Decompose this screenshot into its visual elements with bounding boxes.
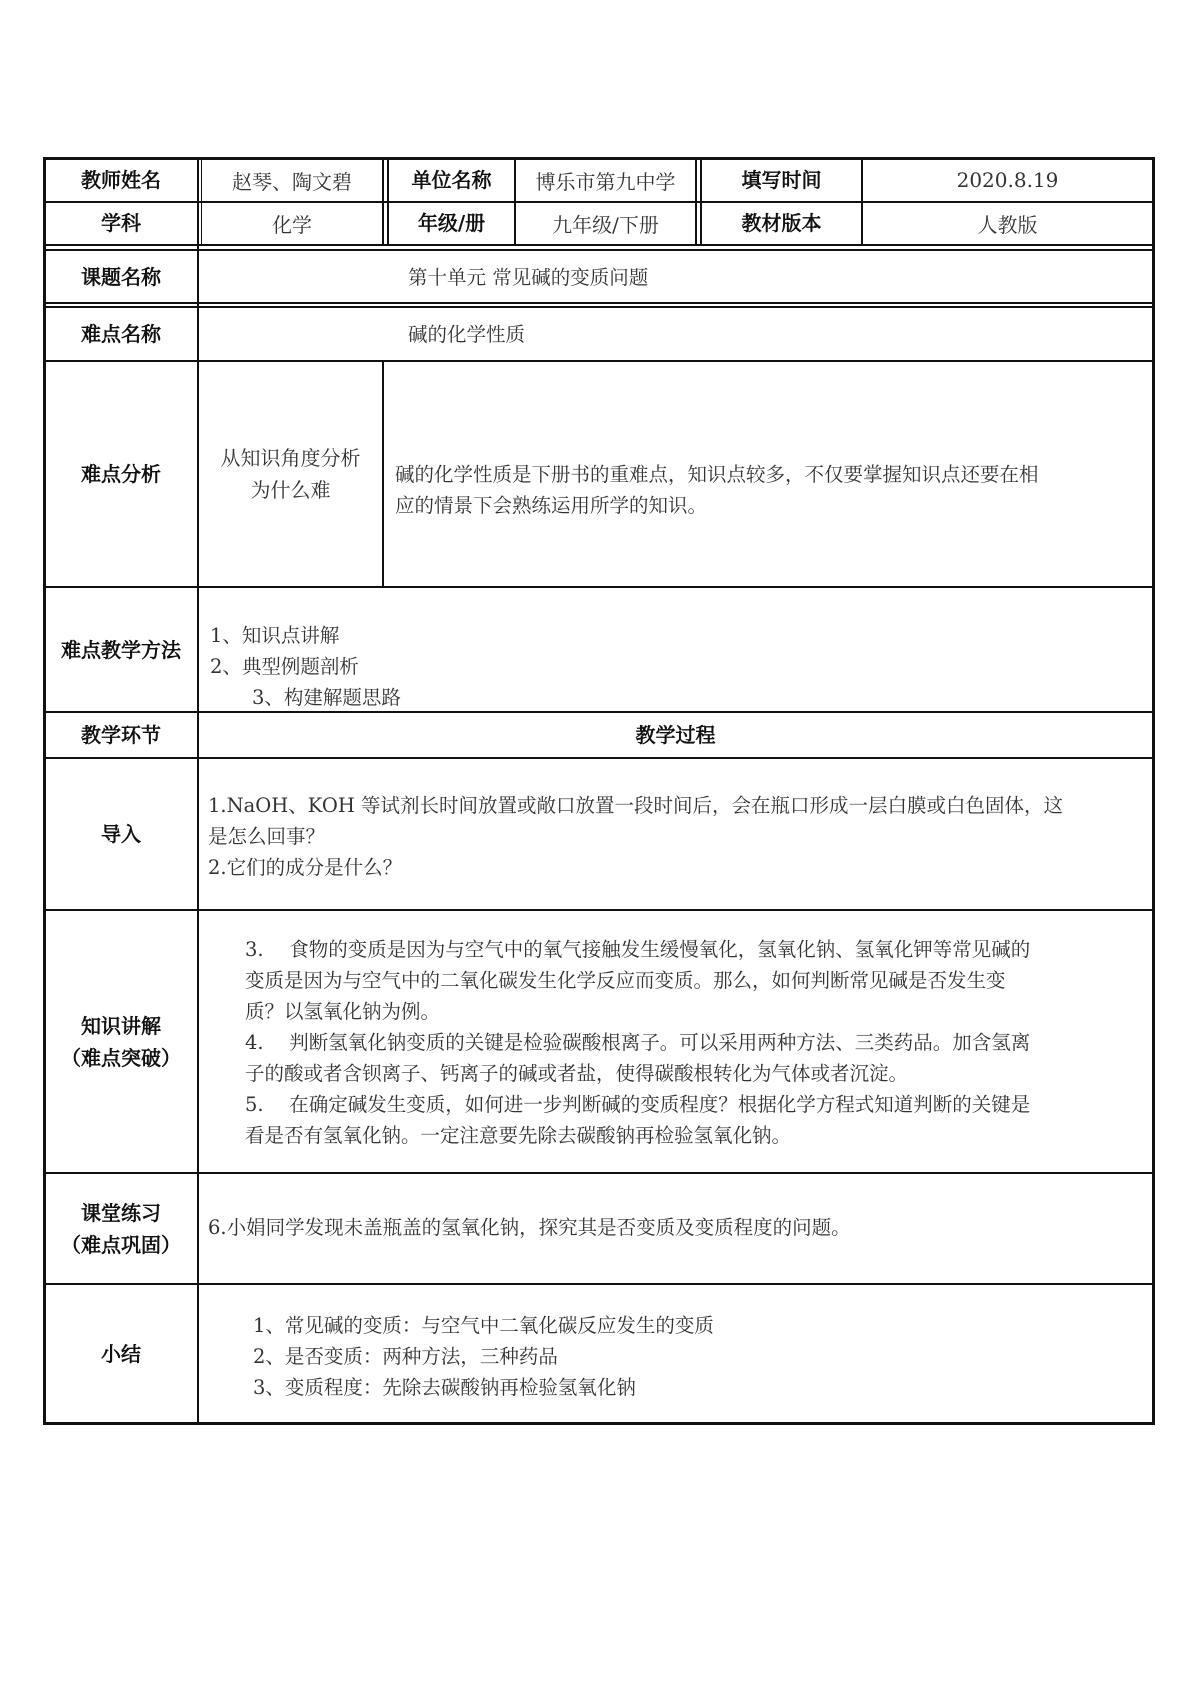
practice-label-line2: （难点巩固） [61,1232,181,1257]
subject-value: 化学 [272,212,312,237]
method-list [210,620,810,713]
analysis-sub-label-line2: 为什么难 [250,478,331,502]
knowledge-line-2: 变质是因为与空气中的二氧化碳发生化学反应而变质。那么，如何判断常见碱是否发生变 [245,969,1006,992]
summary-label: 小结 [101,1341,141,1366]
rule-row5 [43,586,1155,588]
summary-item-3: 3、变质程度：先除去碳酸钠再检验氢氧化钠 [253,1376,636,1399]
rule-row2b [43,249,1155,251]
topic-label: 课题名称 [81,264,161,289]
grade-value: 九年级/下册 [552,212,659,237]
grade-label: 年级/册 [417,211,486,235]
fill-date-label: 填写时间 [741,168,822,192]
teaching-process-label: 教学过程 [635,723,716,747]
rule-right [1152,157,1155,1424]
teacher-name-value: 赵琴、陶文碧 [232,169,352,194]
knowledge-line-3: 质？以氢氧化钠为例。 [245,1000,441,1023]
knowledge-label-line2: （难点突破） [61,1045,181,1070]
rule-row2 [43,244,1155,246]
intro-text [208,790,1148,883]
teacher-name-label: 教师姓名 [81,168,161,192]
method-label: 难点教学方法 [61,637,181,662]
practice-label-line1: 课堂练习 [81,1200,161,1225]
intro-line-2: 是怎么回事？ [208,825,326,848]
edition-label: 教材版本 [741,211,822,235]
difficulty-label: 难点名称 [81,322,161,346]
method-item-1: 1、知识点讲解 [210,624,340,647]
intro-line-3: 2.它们的成分是什么？ [208,856,403,879]
rule-row7 [43,757,1155,759]
analysis-sub-label-line1: 从知识角度分析 [220,446,361,470]
summary-item-1: 1、常见碱的变质：与空气中二氧化碳反应发生的变质 [253,1314,714,1337]
method-item-2: 2、典型例题剖析 [210,655,359,678]
edition-value: 人教版 [977,212,1038,237]
rule-row9 [43,1172,1155,1174]
analysis-text-line2: 应的情景下会熟练运用所学的知识。 [395,494,708,517]
intro-line-1: 1.NaOH、KOH 等试剂长时间放置或敞口放置一段时间后，会在瓶口形成一层白膜或白色固体，这 [208,794,1064,817]
rule-row3 [43,302,1155,304]
knowledge-line-7: 看是否有氢氧化钠。一定注意要先除去碳酸钠再检验氢氧化钠。 [245,1124,792,1147]
knowledge-line-1: 3. 食物的变质是因为与空气中的氧气接触发生缓慢氧化，氢氧化钠、氢氧化钾等常见碱的 [245,938,1031,961]
practice-label [45,1174,197,1283]
rule-bottom [43,1422,1155,1425]
rule-col1 [197,157,199,1424]
topic-value: 第十单元 常见碱的变质问题 [408,266,649,289]
knowledge-label [45,911,197,1172]
unit-name-label: 单位名称 [411,168,492,192]
summary-list [253,1310,1133,1403]
knowledge-line-5: 子的酸或者含钡离子、钙离子的碱或者盐，使得碳酸根转化为气体或者沉淀。 [245,1062,909,1085]
rule-col4 [695,157,697,245]
teaching-stage-label: 教学环节 [81,723,161,747]
knowledge-text [245,934,1150,1151]
analysis-label: 难点分析 [81,462,161,486]
rule-col-analysis [382,360,384,587]
rule-row8 [43,909,1155,911]
difficulty-value: 碱的化学性质 [408,323,526,346]
unit-name-value: 博乐市第九中学 [535,169,676,194]
rule-row10 [43,1283,1155,1285]
practice-text: 6.小娟同学发现未盖瓶盖的氢氧化钠，探究其是否变质及变质程度的问题。 [208,1216,851,1239]
fill-date-value: 2020.8.19 [956,168,1059,192]
rule-col2 [382,157,384,245]
knowledge-line-6: 5. 在确定碱发生变质，如何进一步判断碱的变质程度？根据化学方程式知道判断的关键是 [245,1093,1031,1116]
analysis-text [395,459,1147,521]
summary-item-2: 2、是否变质：两种方法，三种药品 [253,1345,558,1368]
analysis-sub-label [199,362,382,586]
method-item-3: 3、构建解题思路 [252,686,401,709]
rule-row3b [43,306,1155,308]
knowledge-label-line1: 知识讲解 [81,1013,161,1038]
knowledge-line-4: 4. 判断氢氧化钠变质的关键是检验碳酸根离子。可以采用两种方法、三类药品。加含氢离 [245,1031,1031,1054]
analysis-text-line1: 碱的化学性质是下册书的重难点，知识点较多，不仅要掌握知识点还要在相 [395,463,1039,486]
intro-label: 导入 [101,822,141,846]
subject-label: 学科 [101,211,141,235]
